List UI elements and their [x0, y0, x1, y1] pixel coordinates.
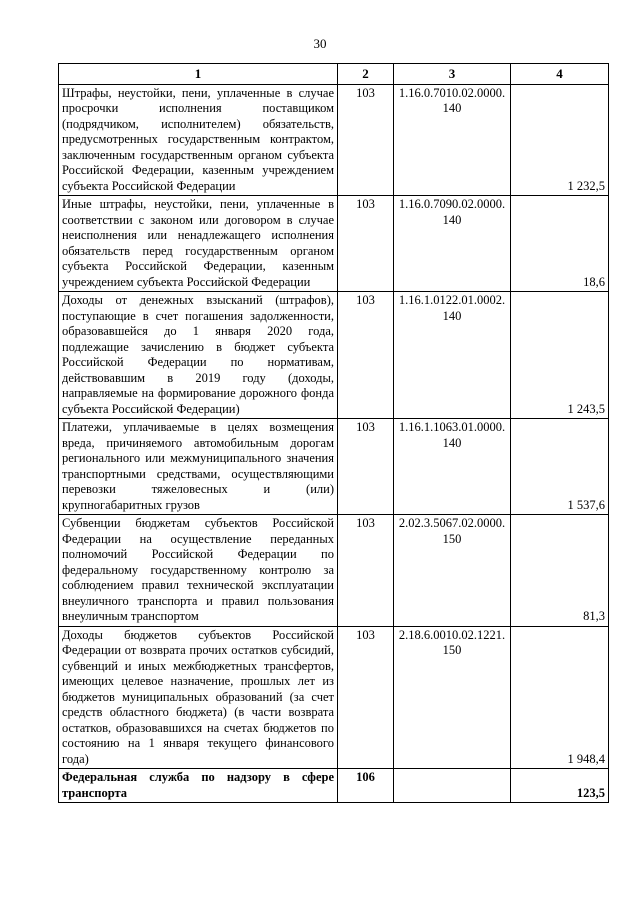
admin-code: 103 — [338, 196, 394, 292]
budget-classification-code: 2.18.6.0010.02.1221. 150 — [394, 626, 511, 769]
amount: 81,3 — [511, 515, 609, 627]
revenue-name: Доходы бюджетов субъектов Российской Федерации от возврата прочих остатков субсидий, субвенций и иных межбюджетных трансфертов, имеющих целевое назначение, прошлых лет из бюджетов муниципальных образований (за счет средств областного бюджета) (в части возврата остатков, образовавшихся на счетах бюджетов по состоянию на 1 января текущего финансового года) — [59, 626, 338, 769]
column-header: 2 — [338, 64, 394, 85]
revenue-name: Платежи, уплачиваемые в целях возмещения вреда, причиняемого автомобильным дорогам регионального или межмуниципального значения транспортными средствами, осуществляющими перевозки тяжеловесных и (или) крупногабаритных грузов — [59, 419, 338, 515]
table-row — [59, 515, 609, 627]
amount: 18,6 — [511, 196, 609, 292]
revenue-name: Субвенции бюджетам субъектов Российской Федерации на осуществление переданных полномочий Российской Федерации по федеральному государственному контролю за соблюдением правил технической эксплуатации внеуличного транспорта и правил пользования внеуличным транспортом — [59, 515, 338, 627]
column-header: 3 — [394, 64, 511, 85]
page-number: 30 — [313, 36, 327, 51]
revenue-name: Штрафы, неустойки, пени, уплаченные в случае просрочки исполнения поставщиком (подрядчиком, исполнителем) обязательств, предусмотренных государственным контрактом, заключенным государственным органом субъекта Российской Федерации, казенным учреждением субъекта Российской Федерации — [59, 84, 338, 196]
admin-code: 103 — [338, 515, 394, 627]
total-row — [59, 769, 609, 803]
admin-code: 103 — [338, 84, 394, 196]
table-row — [59, 419, 609, 515]
amount: 1 948,4 — [511, 626, 609, 769]
table-row — [59, 196, 609, 292]
budget-classification-code: 1.16.1.0122.01.0002. 140 — [394, 292, 511, 419]
admin-code: 106 — [338, 769, 394, 803]
budget-classification-code — [394, 769, 511, 803]
column-header: 1 — [59, 64, 338, 85]
amount: 1 232,5 — [511, 84, 609, 196]
total-amount: 123,5 — [511, 769, 609, 803]
column-header: 4 — [511, 64, 609, 85]
agency-name: Федеральная служба по надзору в сфере транспорта — [59, 769, 338, 803]
amount: 1 243,5 — [511, 292, 609, 419]
revenue-name: Доходы от денежных взысканий (штрафов), поступающие в счет погашения задолженности, образовавшейся до 1 января 2020 года, подлежащие зачислению в бюджет субъекта Российской Федерации по нормативам, действовавшим в 2019 году (доходы, направляемые на формирование дорожного фонда субъекта Российской Федерации) — [59, 292, 338, 419]
budget-classification-code: 2.02.3.5067.02.0000. 150 — [394, 515, 511, 627]
table-header-row — [59, 64, 609, 85]
budget-classification-code: 1.16.0.7010.02.0000. 140 — [394, 84, 511, 196]
table-row — [59, 292, 609, 419]
admin-code: 103 — [338, 626, 394, 769]
budget-classification-code: 1.16.0.7090.02.0000. 140 — [394, 196, 511, 292]
table-row — [59, 626, 609, 769]
budget-classification-code: 1.16.1.1063.01.0000. 140 — [394, 419, 511, 515]
admin-code: 103 — [338, 292, 394, 419]
admin-code: 103 — [338, 419, 394, 515]
table-row — [59, 84, 609, 196]
revenue-name: Иные штрафы, неустойки, пени, уплаченные в соответствии с законом или договором в случае неисполнения или ненадлежащего исполнения обязательств перед государственным органом субъекта Российской Федерации, казенным учреждением субъекта Российской Федерации — [59, 196, 338, 292]
revenue-table — [58, 63, 609, 803]
amount: 1 537,6 — [511, 419, 609, 515]
